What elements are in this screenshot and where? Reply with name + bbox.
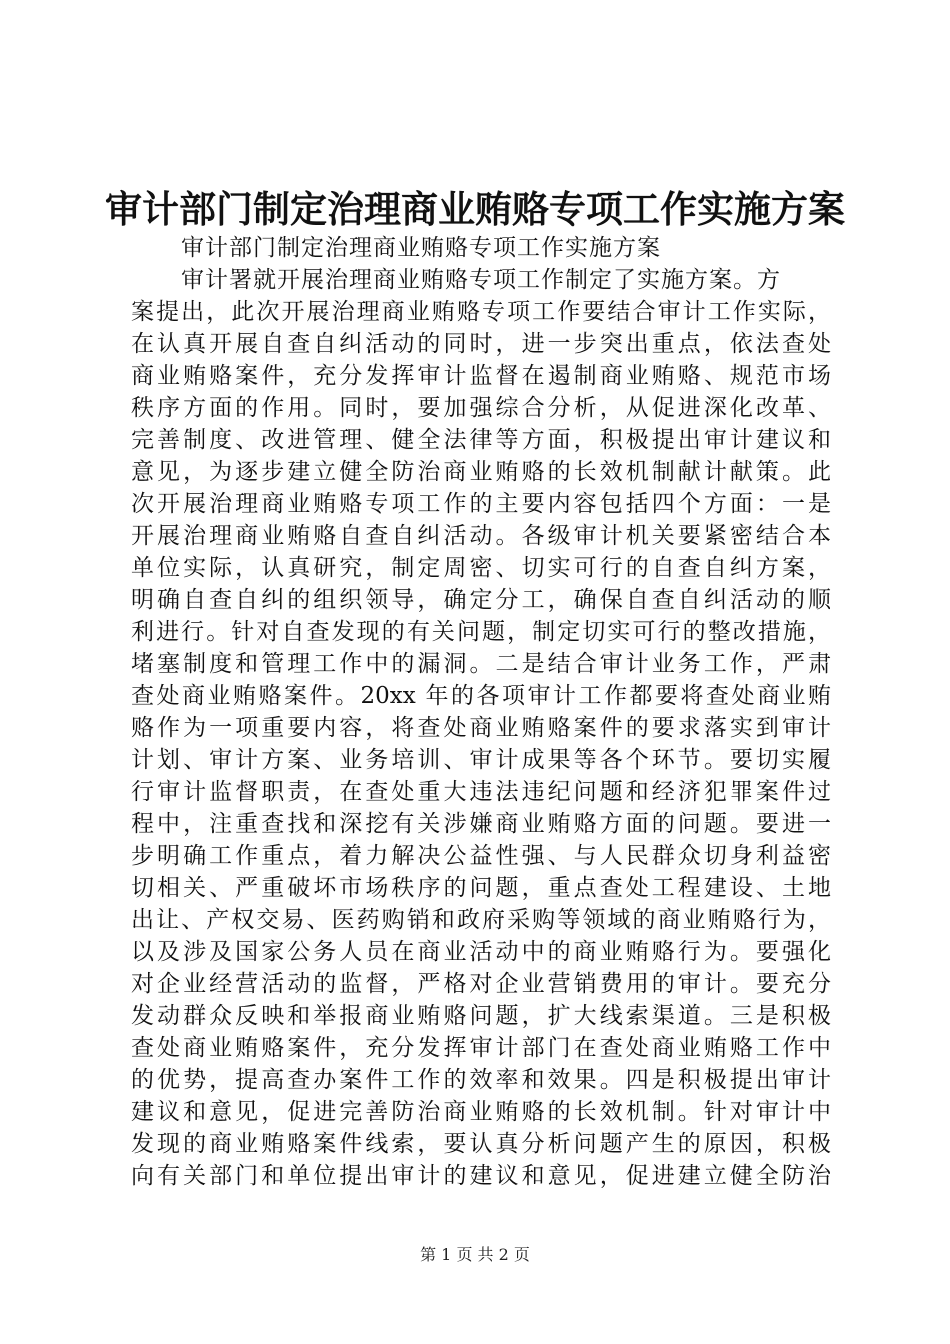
document-body	[131, 232, 831, 1192]
body-line: 切相关、严重破坏市场秩序的问题，重点查处工程建设、土地	[131, 875, 831, 901]
body-line: 次开展治理商业贿赂专项工作的主要内容包括四个方面：一是	[131, 491, 831, 517]
body-line: 计划、审计方案、业务培训、审计成果等各个环节。要切实履	[131, 747, 831, 773]
body-line: 以及涉及国家公务人员在商业活动中的商业贿赂行为。要强化	[131, 939, 831, 965]
body-line: 审计署就开展治理商业贿赂专项工作制定了实施方案。方	[181, 267, 781, 293]
body-line: 程中，注重查找和深挖有关涉嫌商业贿赂方面的问题。要进一	[131, 811, 831, 837]
body-line: 堵塞制度和管理工作中的漏洞。二是结合审计业务工作，严肃	[131, 651, 831, 677]
body-line: 步明确工作重点，着力解决公益性强、与人民群众切身利益密	[131, 843, 831, 869]
body-line: 对企业经营活动的监督，严格对企业营销费用的审计。要充分	[131, 971, 831, 997]
body-line: 出让、产权交易、医药购销和政府采购等领域的商业贿赂行为，	[131, 907, 831, 933]
body-line: 向有关部门和单位提出审计的建议和意见，促进建立健全防治	[131, 1163, 831, 1189]
body-line: 秩序方面的作用。同时，要加强综合分析，从促进深化改革、	[131, 395, 831, 421]
body-line: 查处商业贿赂案件。20xx 年的各项审计工作都要将查处商业贿	[131, 683, 831, 709]
body-line: 明确自查自纠的组织领导，确定分工，确保自查自纠活动的顺	[131, 587, 831, 613]
body-line: 在认真开展自查自纠活动的同时，进一步突出重点，依法查处	[131, 331, 831, 357]
body-line: 的优势，提高查办案件工作的效率和效果。四是积极提出审计	[131, 1067, 831, 1093]
body-line: 单位实际，认真研究，制定周密、切实可行的自查自纠方案，	[131, 555, 831, 581]
page-footer: 第 1 页 共 2 页	[420, 1245, 530, 1264]
body-line: 赂作为一项重要内容，将查处商业贿赂案件的要求落实到审计	[131, 715, 831, 741]
body-line: 行审计监督职责，在查处重大违法违纪问题和经济犯罪案件过	[131, 779, 831, 805]
body-line: 查处商业贿赂案件，充分发挥审计部门在查处商业贿赂工作中	[131, 1035, 831, 1061]
document-title: 审计部门制定治理商业贿赂专项工作实施方案	[105, 187, 845, 231]
body-line: 完善制度、改进管理、健全法律等方面，积极提出审计建议和	[131, 427, 831, 453]
body-line: 开展治理商业贿赂自查自纠活动。各级审计机关要紧密结合本	[131, 523, 831, 549]
body-line: 案提出，此次开展治理商业贿赂专项工作要结合审计工作实际，	[131, 299, 831, 325]
body-line: 发动群众反映和举报商业贿赂问题，扩大线索渠道。三是积极	[131, 1003, 831, 1029]
body-line: 发现的商业贿赂案件线索，要认真分析问题产生的原因，积极	[131, 1131, 831, 1157]
body-line: 建议和意见，促进完善防治商业贿赂的长效机制。针对审计中	[131, 1099, 831, 1125]
body-line: 利进行。针对自查发现的有关问题，制定切实可行的整改措施，	[131, 619, 831, 645]
body-line: 意见，为逐步建立健全防治商业贿赂的长效机制献计献策。此	[131, 459, 831, 485]
body-line: 审计部门制定治理商业贿赂专项工作实施方案	[181, 235, 661, 261]
body-line: 商业贿赂案件，充分发挥审计监督在遏制商业贿赂、规范市场	[131, 363, 831, 389]
